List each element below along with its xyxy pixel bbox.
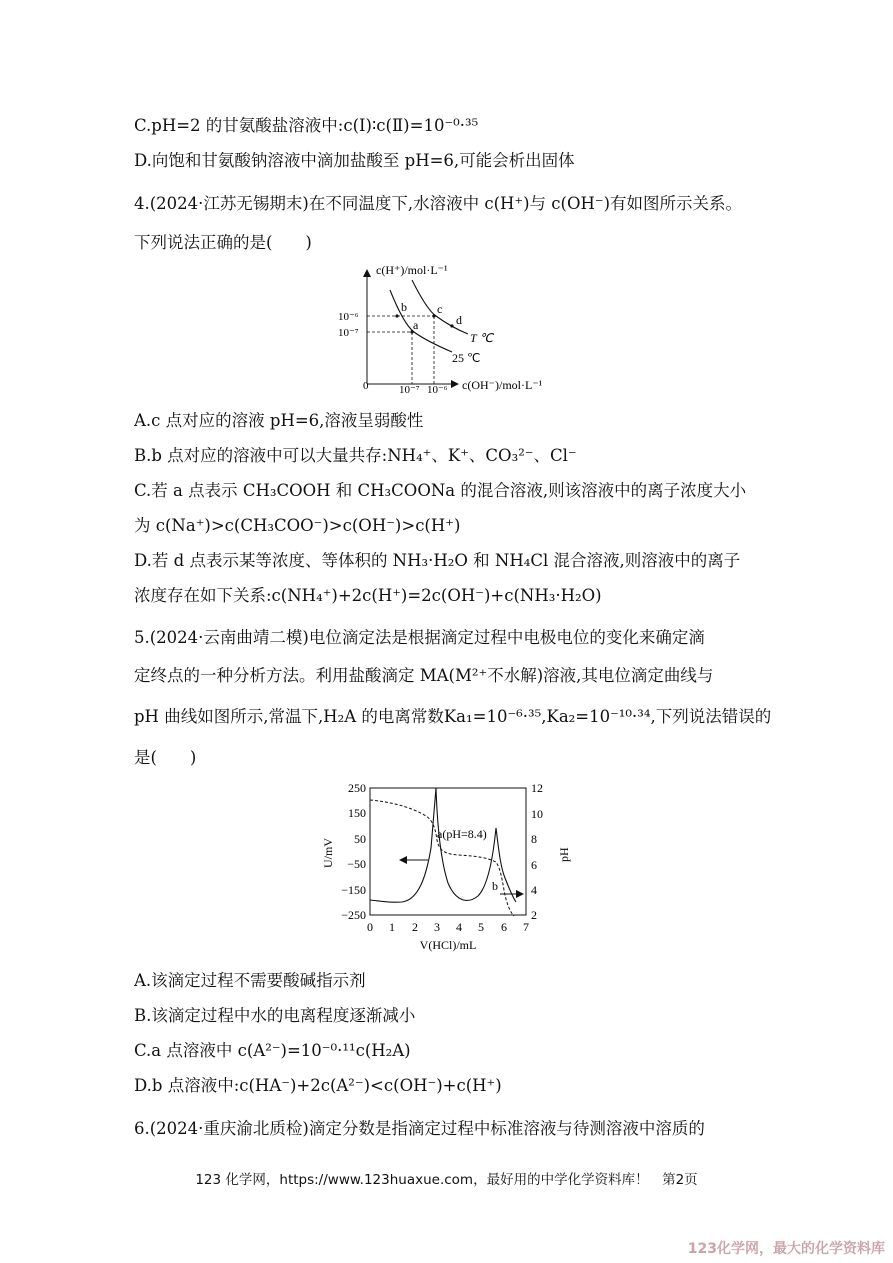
- question-4-option-a: A.c 点对应的溶液 pH=6,溶液呈弱酸性: [134, 411, 424, 430]
- point-d-label: d: [456, 313, 462, 327]
- x-axis-label: c(OH⁻)/mol·L⁻¹: [462, 378, 543, 392]
- question-5-option-a: A.该滴定过程不需要酸碱指示剂: [134, 971, 366, 990]
- question-5-option-d: D.b 点溶液中:c(HA⁻)+2c(A²⁻)<c(OH⁻)+c(H⁺): [134, 1076, 502, 1095]
- curve-t-label: T ℃: [470, 331, 493, 345]
- y-tick-1e-6: 10⁻⁶: [338, 311, 359, 323]
- annotation-b: b: [492, 879, 498, 893]
- right-tick-4: 4: [531, 883, 537, 897]
- annotation-a: a(pH=8.4): [437, 827, 487, 841]
- point-a-label: a: [413, 318, 419, 332]
- page-footer: 123 化学网，https://www.123huaxue.com，最好用的中学化学资料库！ 第2页: [195, 1172, 698, 1188]
- point-c: [432, 314, 435, 317]
- x-tick-4: 4: [456, 920, 462, 934]
- figure-water-ionization: [330, 262, 570, 397]
- right-tick-10: 10: [531, 807, 543, 821]
- left-axis-label: U/mV: [321, 838, 335, 868]
- right-tick-2: 2: [531, 908, 537, 922]
- right-tick-6: 6: [531, 858, 537, 872]
- curve-25c-label: 25 ℃: [452, 351, 481, 365]
- right-tick-12: 12: [531, 781, 543, 795]
- x-tick-5: 5: [478, 920, 484, 934]
- left-tick-minus-50: −50: [347, 857, 366, 871]
- x-tick-2: 2: [412, 920, 418, 934]
- x-axis-label: V(HCl)/mL: [419, 938, 477, 952]
- right-axis-label: pH: [557, 847, 571, 862]
- question-4-option-c-2: 为 c(Na⁺)>c(CH₃COO⁻)>c(OH⁻)>c(H⁺): [134, 516, 461, 535]
- question-4-option-d: D.若 d 点表示某等浓度、等体积的 NH₃·H₂O 和 NH₄Cl 混合溶液,则溶液中的离子: [134, 551, 741, 570]
- x-tick-7: 7: [523, 920, 529, 934]
- question-5-stem-4: 是( ): [134, 748, 197, 767]
- x-tick-labels: [367, 920, 529, 934]
- question-5-stem-3: pH 曲线如图所示,常温下,H₂A 的电离常数Ka₁=10⁻⁶·³⁵,Ka₂=10⁻¹⁰·³⁴,下列说法错误的: [134, 707, 772, 726]
- question-4-option-b: B.b 点对应的溶液中可以大量共存:NH₄⁺、K⁺、CO₃²⁻、Cl⁻: [134, 446, 577, 465]
- x-tick-1: 1: [389, 920, 395, 934]
- question-5-option-c: C.a 点溶液中 c(A²⁻)=10⁻⁰·¹¹c(H₂A): [134, 1041, 411, 1060]
- left-tick-150: 150: [348, 806, 366, 820]
- left-tick-labels: [341, 781, 366, 922]
- x-tick-1e-6: 10⁻⁶: [427, 384, 448, 396]
- plot-frame: [370, 788, 526, 915]
- watermark: 123化学网，最大的化学资料库: [687, 1241, 885, 1257]
- option-d-prev: D.向饱和甘氨酸钠溶液中滴加盐酸至 pH=6,可能会析出固体: [134, 151, 575, 170]
- y-axis-label: c(H⁺)/mol·L⁻¹: [376, 263, 448, 277]
- left-tick-minus-250: −250: [341, 908, 366, 922]
- left-tick-250: 250: [348, 781, 366, 795]
- point-d: [450, 324, 453, 327]
- left-tick-50: 50: [354, 832, 366, 846]
- right-tick-labels: [531, 781, 543, 922]
- right-tick-8: 8: [531, 832, 537, 846]
- question-6-stem: 6.(2024·重庆渝北质检)滴定分数是指滴定过程中标准溶液与待测溶液中溶质的: [134, 1119, 705, 1138]
- x-tick-0: 0: [367, 920, 373, 934]
- figure-potentiometric-titration: [318, 778, 590, 958]
- point-c-label: c: [437, 302, 443, 316]
- x-tick-6: 6: [501, 920, 507, 934]
- x-tick-3: 3: [434, 920, 440, 934]
- question-5-stem: 5.(2024·云南曲靖二模)电位滴定法是根据滴定过程中电极电位的变化来确定滴: [134, 628, 705, 647]
- question-4-option-c: C.若 a 点表示 CH₃COOH 和 CH₃COONa 的混合溶液,则该溶液中的离子浓度大小: [134, 481, 747, 500]
- question-4-option-d-2: 浓度存在如下关系:c(NH₄⁺)+2c(H⁺)=2c(OH⁻)+c(NH₃·H₂O): [134, 586, 602, 605]
- point-b: [395, 314, 398, 317]
- option-c-prev: C.pH=2 的甘氨酸盐溶液中:c(Ⅰ)∶c(Ⅱ)=10⁻⁰·³⁵: [134, 116, 479, 135]
- origin-label: 0: [363, 380, 369, 392]
- question-5-stem-2: 定终点的一种分析方法。利用盐酸滴定 MA(M²⁺不水解)溶液,其电位滴定曲线与: [134, 666, 714, 685]
- question-5-option-b: B.该滴定过程中水的电离程度逐渐减小: [134, 1006, 416, 1025]
- question-4-stem: 4.(2024·江苏无锡期末)在不同温度下,水溶液中 c(H⁺)与 c(OH⁻)有如图所示关系。: [134, 194, 743, 213]
- x-tick-1e-7: 10⁻⁷: [399, 384, 420, 396]
- y-tick-1e-7: 10⁻⁷: [338, 327, 359, 339]
- point-b-label: b: [401, 300, 407, 314]
- question-4-stem-2: 下列说法正确的是( ): [134, 233, 312, 252]
- left-tick-minus-150: −150: [341, 883, 366, 897]
